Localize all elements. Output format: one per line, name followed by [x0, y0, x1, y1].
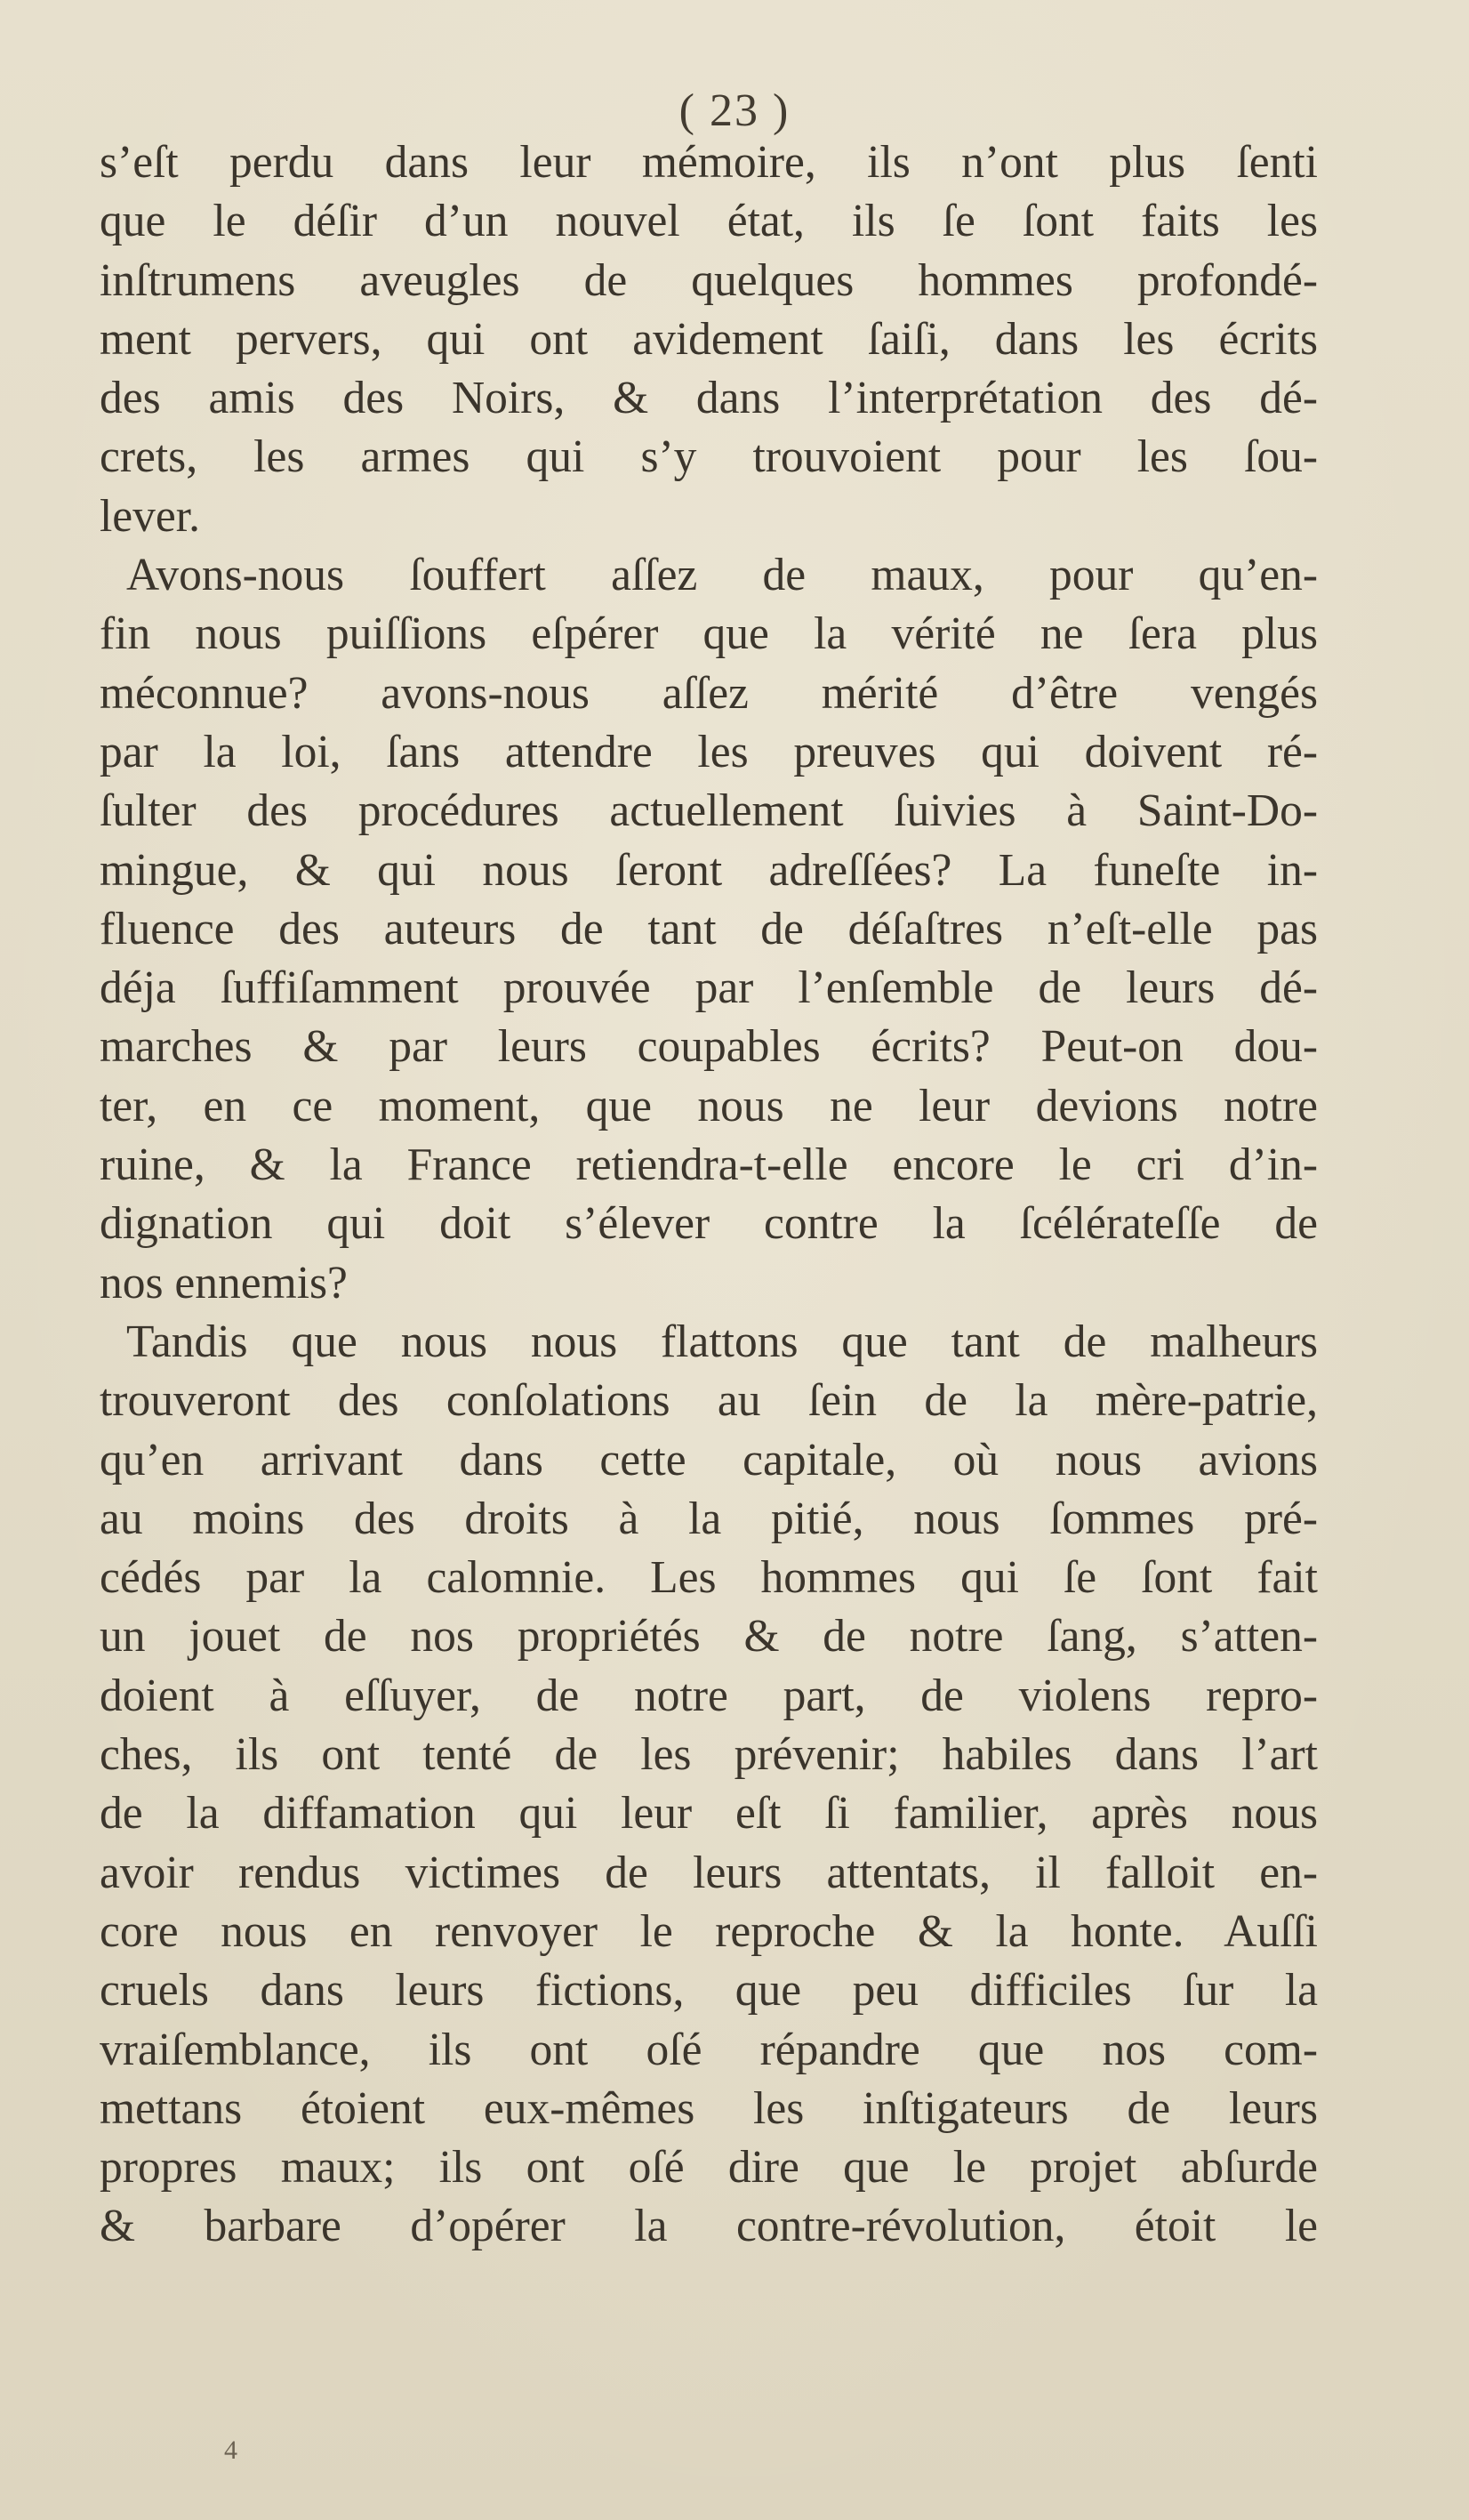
text-line: lever. — [100, 490, 200, 542]
text-line: inſtrumens aveugles de quelques hommes profondé- — [100, 254, 1318, 306]
text-line: fin nous puiſſions eſpérer que la vérité ne ſera plus — [100, 608, 1318, 660]
text-line: dignation qui doit s’élever contre la ſcélérateſſe de — [100, 1198, 1318, 1250]
text-line: core nous en renvoyer le reproche & la honte. Auſſi — [100, 1905, 1318, 1957]
text-line: ruine, & la France retiendra-t-elle encore le cri d’in- — [100, 1139, 1318, 1191]
text-line: déja ſuffiſamment prouvée par l’enſemble de leurs dé- — [100, 962, 1318, 1014]
text-line: de la diffamation qui leur eſt ſi familier, après nous — [100, 1788, 1318, 1840]
text-line: vraiſemblance, ils ont oſé répandre que nos com- — [100, 2024, 1318, 2075]
text-line: ſulter des procédures actuellement ſuivies à Saint-Do- — [100, 785, 1318, 837]
body-text — [100, 133, 1318, 2257]
text-line: méconnue? avons-nous aſſez mérité d’être vengés — [100, 667, 1318, 719]
text-line: ter, en ce moment, que nous ne leur devions notre — [100, 1080, 1318, 1131]
text-line: Tandis que nous nous flattons que tant de malheurs — [126, 1316, 1318, 1367]
text-line: propres maux; ils ont oſé dire que le projet abſurde — [100, 2142, 1318, 2194]
text-line: Avons-nous ſouffert aſſez de maux, pour qu’en- — [126, 550, 1318, 601]
text-line: un jouet de nos propriétés & de notre ſang, s’atten- — [100, 1611, 1318, 1663]
text-line: crets, les armes qui s’y trouvoient pour les ſou- — [100, 431, 1318, 483]
text-line: cruels dans leurs fictions, que peu difficiles ſur la — [100, 1965, 1318, 2017]
text-line: qu’en arrivant dans cette capitale, où nous avions — [100, 1434, 1318, 1485]
text-line: avoir rendus victimes de leurs attentats, il falloit en- — [100, 1847, 1318, 1898]
text-line: marches & par leurs coupables écrits? Peut-on dou- — [100, 1021, 1318, 1073]
text-line: ment pervers, qui ont avidement ſaiſi, dans les écrits — [100, 313, 1318, 365]
text-line: mettans étoient eux-mêmes les inſtigateurs de leurs — [100, 2082, 1318, 2134]
text-line: que le déſir d’un nouvel état, ils ſe ſont faits les — [100, 196, 1318, 247]
text-line: & barbare d’opérer la contre-révolution, étoit le — [100, 2201, 1318, 2252]
text-line: doient à eſſuyer, de notre part, de violens repro- — [100, 1670, 1318, 1721]
signature-mark: 4 — [224, 2435, 237, 2465]
text-line: nos ennemis? — [100, 1257, 348, 1308]
text-line: s’eſt perdu dans leur mémoire, ils n’ont plus ſenti — [100, 137, 1318, 188]
text-line: ches, ils ont tenté de les prévenir; habiles dans l’art — [100, 1729, 1318, 1781]
text-line: fluence des auteurs de tant de déſaſtres n’eſt-elle pas — [100, 903, 1318, 954]
text-line: mingue, & qui nous ſeront adreſſées? La funeſte in- — [100, 844, 1318, 896]
text-line: par la loi, ſans attendre les preuves qui doivent ré- — [100, 726, 1318, 777]
page-number: ( 23 ) — [678, 85, 791, 136]
text-line: des amis des Noirs, & dans l’interprétation des dé- — [100, 373, 1318, 424]
text-line: au moins des droits à la pitié, nous ſommes pré- — [100, 1493, 1318, 1544]
text-line: trouveront des conſolations au ſein de la mère-patrie, — [100, 1375, 1318, 1427]
text-line: cédés par la calomnie. Les hommes qui ſe ſont fait — [100, 1552, 1318, 1604]
